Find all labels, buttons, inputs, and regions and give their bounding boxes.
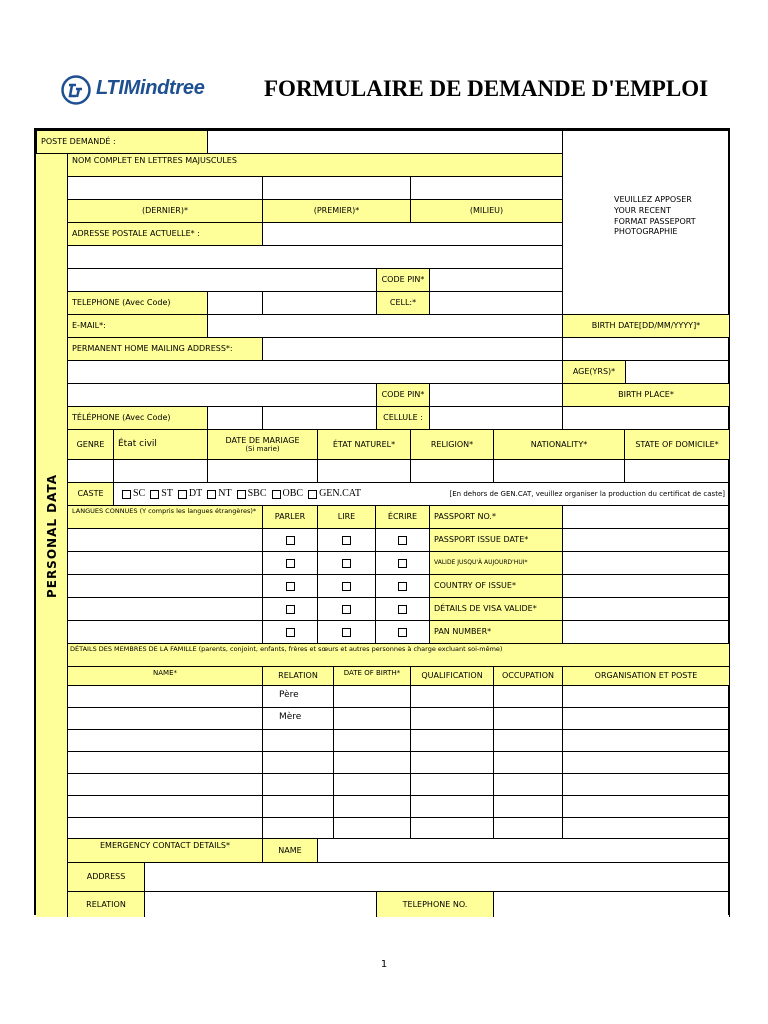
emergency-label: EMERGENCY CONTACT DETAILS*: [67, 838, 263, 863]
family-relation-field[interactable]: [262, 817, 334, 839]
parler-label: PARLER: [262, 505, 318, 529]
family-relation-field[interactable]: [262, 773, 334, 796]
qualification-header: QUALIFICATION: [410, 666, 494, 686]
emergency-name-label: NAME: [262, 838, 318, 863]
email-label: E-MAIL*:: [67, 314, 208, 338]
family-dob-field[interactable]: [333, 817, 411, 839]
photo-line: VEUILLEZ APPOSER: [614, 195, 692, 204]
langues-label: LANGUES CONNUES (Y compris les langues étrangères)*: [67, 505, 263, 529]
si-marie-text: (Si marie): [245, 445, 280, 454]
etat-naturel-label: ÉTAT NATUREL*: [317, 429, 411, 460]
code-pin-field[interactable]: [429, 268, 563, 292]
checkbox-icon[interactable]: [398, 628, 407, 637]
page-title: FORMULAIRE DE DEMANDE D'EMPLOI: [264, 76, 709, 101]
parler-checkbox-cell[interactable]: [262, 574, 318, 598]
code-pin-2-label: CODE PIN*: [376, 383, 430, 407]
family-dob-field[interactable]: [333, 751, 411, 774]
caste-options: [122, 488, 361, 500]
country-issue-label: COUNTRY OF ISSUE*: [429, 574, 563, 598]
photo-line: YOUR RECENT: [614, 205, 671, 215]
logo-text: LTIMindtree: [96, 77, 205, 99]
caste-option-label: GEN.CAT: [319, 488, 362, 500]
family-organisation-field[interactable]: [562, 795, 730, 818]
religion-label: RELIGION*: [410, 429, 494, 460]
family-occupation-field[interactable]: [493, 773, 563, 796]
visa-label: DÉTAILS DE VISA VALIDE*: [429, 597, 563, 621]
checkbox-icon[interactable]: [342, 605, 351, 614]
cellule-field[interactable]: [429, 406, 563, 430]
family-organisation-field[interactable]: [562, 773, 730, 796]
dernier-label: (DERNIER)*: [67, 199, 263, 223]
family-qualification-field[interactable]: [410, 817, 494, 839]
name-header: NAME*: [67, 666, 263, 686]
date-mariage-field[interactable]: [207, 459, 318, 483]
caste-label: CASTE: [67, 482, 114, 506]
language-name-field[interactable]: [67, 551, 263, 575]
family-organisation-field[interactable]: [562, 817, 730, 839]
family-organisation-field[interactable]: [562, 729, 730, 752]
family-dob-field[interactable]: [333, 729, 411, 752]
telephone-2-field[interactable]: [262, 406, 377, 430]
premier-label: (PREMIER)*: [262, 199, 411, 223]
ecrire-label: ÉCRIRE: [375, 505, 430, 529]
passport-issue-field[interactable]: [562, 528, 730, 552]
family-organisation-field[interactable]: [562, 751, 730, 774]
caste-option-label: SBC: [247, 488, 267, 500]
ecrire-checkbox-cell[interactable]: [375, 597, 430, 621]
family-occupation-field[interactable]: [493, 729, 563, 752]
email-field[interactable]: [207, 314, 563, 338]
checkbox-icon[interactable]: [342, 628, 351, 637]
emergency-address-label: ADDRESS: [67, 862, 145, 892]
family-qualification-field[interactable]: [410, 751, 494, 774]
lire-checkbox-cell[interactable]: [317, 528, 376, 552]
lt-logo-icon: [60, 74, 92, 106]
checkbox-icon[interactable]: [286, 605, 295, 614]
date-mariage-text: DATE DE MARIAGE: [225, 435, 300, 445]
country-issue-field[interactable]: [562, 574, 730, 598]
ecrire-checkbox-cell[interactable]: [375, 528, 430, 552]
state-domicile-label: STATE OF DOMICILE*: [624, 429, 730, 460]
first-name-field[interactable]: [262, 176, 411, 200]
family-name-field[interactable]: [67, 751, 263, 774]
passport-issue-label: PASSPORT ISSUE DATE*: [429, 528, 563, 552]
nationality-field[interactable]: [493, 459, 625, 483]
poste-field[interactable]: [207, 130, 563, 154]
parler-checkbox-cell[interactable]: [262, 551, 318, 575]
cell-field[interactable]: [429, 291, 563, 315]
parler-checkbox-cell[interactable]: [262, 528, 318, 552]
photo-line: FORMAT PASSEPORT: [614, 216, 696, 226]
caste-option-sc[interactable]: [122, 488, 145, 500]
language-name-field[interactable]: [67, 528, 263, 552]
family-organisation-field[interactable]: [562, 685, 730, 708]
checkbox-icon[interactable]: [286, 628, 295, 637]
caste-option-sbc[interactable]: [237, 488, 267, 500]
family-relation-field[interactable]: [262, 795, 334, 818]
telephone-code-field[interactable]: [207, 291, 263, 315]
family-occupation-field[interactable]: [493, 751, 563, 774]
family-name-field[interactable]: [67, 773, 263, 796]
family-qualification-field[interactable]: [410, 729, 494, 752]
last-name-field[interactable]: [67, 176, 263, 200]
milieu-label: (MILIEU): [410, 199, 563, 223]
checkbox-icon[interactable]: [150, 490, 159, 499]
famille-label: DÉTAILS DES MEMBRES DE LA FAMILLE (parents, conjoint, enfants, frères et sœurs et autres personnes à charge excluant soi-même): [67, 643, 730, 667]
adresse-postale-line3[interactable]: [67, 268, 377, 292]
checkbox-icon[interactable]: [122, 490, 131, 499]
family-qualification-field[interactable]: [410, 773, 494, 796]
family-occupation-field[interactable]: [493, 817, 563, 839]
caste-option-label: SC: [133, 488, 146, 500]
state-domicile-field[interactable]: [624, 459, 730, 483]
caste-option-label: OBC: [282, 488, 304, 500]
emergency-address-field[interactable]: [144, 862, 730, 892]
checkbox-icon[interactable]: [398, 605, 407, 614]
birth-place-field[interactable]: [562, 406, 730, 430]
occupation-header: OCCUPATION: [493, 666, 563, 686]
application-form: [34, 128, 730, 915]
family-name-field[interactable]: [67, 817, 263, 839]
checkbox-icon[interactable]: [308, 490, 317, 499]
parler-checkbox-cell[interactable]: [262, 597, 318, 621]
language-name-field[interactable]: [67, 597, 263, 621]
checkbox-icon[interactable]: [342, 559, 351, 568]
caste-option-st[interactable]: [150, 488, 173, 500]
family-relation-field[interactable]: [262, 751, 334, 774]
ecrire-checkbox-cell[interactable]: [375, 574, 430, 598]
caste-option-dt[interactable]: [178, 488, 202, 500]
checkbox-icon[interactable]: [237, 490, 246, 499]
caste-option-obc[interactable]: [272, 488, 304, 500]
visa-field[interactable]: [562, 597, 730, 621]
photo-line: PHOTOGRAPHIE: [614, 227, 678, 237]
middle-name-field[interactable]: [410, 176, 563, 200]
passport-no-label: PASSPORT NO.*: [429, 505, 563, 529]
family-dob-field[interactable]: [333, 707, 411, 730]
family-qualification-field[interactable]: [410, 685, 494, 708]
family-occupation-field[interactable]: [493, 707, 563, 730]
caste-option-label: DT: [188, 488, 203, 500]
lire-checkbox-cell[interactable]: [317, 597, 376, 621]
telephone-2-label: TÉLÉPHONE (Avec Code): [67, 406, 208, 430]
birth-date-field[interactable]: [562, 337, 730, 361]
family-relation-field[interactable]: [262, 729, 334, 752]
permanent-address-line2[interactable]: [67, 360, 563, 384]
pan-label: PAN NUMBER*: [429, 620, 563, 644]
family-relation-mere: Mère: [262, 707, 334, 730]
etat-civil-label: État civil: [113, 429, 208, 460]
checkbox-icon[interactable]: [207, 490, 216, 499]
ecrire-checkbox-cell[interactable]: [375, 551, 430, 575]
relation-header: RELATION: [262, 666, 334, 686]
family-name-field[interactable]: [67, 729, 263, 752]
genre-field[interactable]: [67, 459, 114, 483]
passport-no-field[interactable]: [562, 505, 730, 529]
parler-checkbox-cell[interactable]: [262, 620, 318, 644]
family-name-field[interactable]: [67, 707, 263, 730]
date-mariage-label: [207, 429, 318, 460]
etat-civil-field[interactable]: [113, 459, 208, 483]
nationality-label: NATIONALITY*: [493, 429, 625, 460]
checkbox-icon[interactable]: [398, 536, 407, 545]
pan-field[interactable]: [562, 620, 730, 644]
family-dob-field[interactable]: [333, 795, 411, 818]
checkbox-icon[interactable]: [342, 536, 351, 545]
age-label: AGE(YRS)*: [562, 360, 626, 384]
checkbox-icon[interactable]: [342, 582, 351, 591]
lire-checkbox-cell[interactable]: [317, 620, 376, 644]
family-name-field[interactable]: [67, 795, 263, 818]
checkbox-icon[interactable]: [398, 559, 407, 568]
birth-date-label: BIRTH DATE[DD/MM/YYYY]*: [562, 314, 730, 338]
cell-label: CELL:*: [376, 291, 430, 315]
family-relation-pere: Père: [262, 685, 334, 708]
valide-label: VALIDE JUSQU'À AUJOURD'HUI*: [429, 551, 563, 575]
emergency-name-field[interactable]: [317, 838, 730, 863]
checkbox-icon[interactable]: [286, 536, 295, 545]
adresse-postale-line2[interactable]: [67, 245, 563, 269]
family-dob-field[interactable]: [333, 685, 411, 708]
adresse-postale-field[interactable]: [262, 222, 563, 246]
lire-checkbox-cell[interactable]: [317, 574, 376, 598]
emergency-relation-label: RELATION: [67, 891, 145, 917]
page-number: 1: [380, 959, 388, 970]
family-occupation-field[interactable]: [493, 795, 563, 818]
caste-option-gen[interactable]: [308, 488, 361, 500]
caste-option-label: ST: [161, 488, 173, 500]
sidebar-label: PERSONAL DATA: [44, 473, 59, 598]
language-name-field[interactable]: [67, 620, 263, 644]
etat-naturel-field[interactable]: [317, 459, 411, 483]
permanent-address-field[interactable]: [262, 337, 563, 361]
caste-note: [En dehors de GEN.CAT, veuillez organiser la production du certificat de caste]: [449, 489, 725, 498]
adresse-postale-label: ADRESSE POSTALE ACTUELLE* :: [67, 222, 263, 246]
photo-box: [562, 130, 730, 316]
checkbox-icon[interactable]: [286, 582, 295, 591]
family-dob-field[interactable]: [333, 773, 411, 796]
language-name-field[interactable]: [67, 574, 263, 598]
family-occupation-field[interactable]: [493, 685, 563, 708]
age-field[interactable]: [625, 360, 730, 384]
telephone-2-code-field[interactable]: [207, 406, 263, 430]
code-pin-2-field[interactable]: [429, 383, 563, 407]
checkbox-icon[interactable]: [286, 559, 295, 568]
checkbox-icon[interactable]: [272, 490, 281, 499]
poste-label: POSTE DEMANDÉ :: [36, 130, 208, 154]
dob-header: DATE OF BIRTH*: [333, 666, 411, 686]
caste-options-row: [113, 482, 730, 506]
ecrire-checkbox-cell[interactable]: [375, 620, 430, 644]
emergency-telephone-field[interactable]: [493, 891, 730, 917]
genre-label: GENRE: [67, 429, 114, 460]
checkbox-icon[interactable]: [398, 582, 407, 591]
cellule-label: CELLULE :: [376, 406, 430, 430]
organisation-header: ORGANISATION ET POSTE: [562, 666, 730, 686]
lire-checkbox-cell[interactable]: [317, 551, 376, 575]
personal-data-sidebar: [36, 154, 68, 917]
emergency-relation-field[interactable]: [144, 891, 377, 917]
telephone-field[interactable]: [262, 291, 377, 315]
family-organisation-field[interactable]: [562, 707, 730, 730]
telephone-label: TELEPHONE (Avec Code): [67, 291, 208, 315]
family-qualification-field[interactable]: [410, 795, 494, 818]
caste-option-nt[interactable]: [207, 488, 231, 500]
lire-label: LIRE: [317, 505, 376, 529]
religion-field[interactable]: [410, 459, 494, 483]
family-qualification-field[interactable]: [410, 707, 494, 730]
valide-field[interactable]: [562, 551, 730, 575]
code-pin-label: CODE PIN*: [376, 268, 430, 292]
nom-complet-label: NOM COMPLET EN LETTRES MAJUSCULES: [67, 153, 563, 177]
permanent-address-label: PERMANENT HOME MAILING ADDRESS*:: [67, 337, 263, 361]
company-logo: [60, 74, 240, 106]
emergency-telephone-label: TELEPHONE NO.: [376, 891, 494, 917]
permanent-address-line3[interactable]: [67, 383, 377, 407]
family-name-field[interactable]: [67, 685, 263, 708]
birth-place-label: BIRTH PLACE*: [562, 383, 730, 407]
caste-option-label: NT: [218, 488, 232, 500]
checkbox-icon[interactable]: [178, 490, 187, 499]
